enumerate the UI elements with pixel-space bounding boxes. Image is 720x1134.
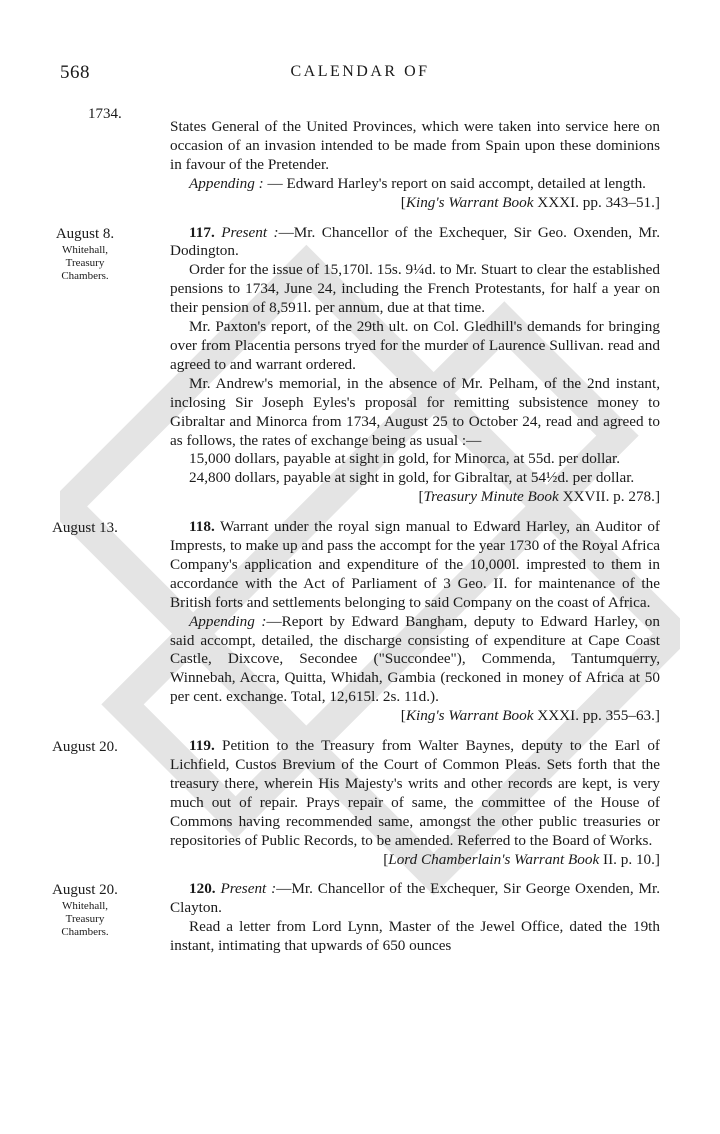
entry-118 [0, 518, 720, 726]
entry-117 [0, 224, 720, 508]
appending-paragraph [170, 174, 660, 211]
entry-text [170, 224, 660, 508]
page-body [0, 104, 720, 956]
entry-date: August 20. [52, 882, 118, 899]
entry-place-line: Chambers. [61, 269, 109, 282]
entry-text [170, 104, 660, 213]
entry-text [170, 737, 660, 869]
entry-number: 120. [189, 880, 216, 898]
entry-place-line: Whitehall, [61, 243, 109, 256]
entry-date: August 8. [55, 225, 115, 242]
appending-text: — Edward Harley's report on said accompt, detailed at length. [263, 174, 646, 192]
entry-text [170, 518, 660, 726]
source-reference: [King's Warrant Book XXXI. pp. 355–63.] [400, 707, 660, 725]
entry-place-line: Whitehall, [61, 900, 109, 913]
entry-number: 119. [189, 737, 215, 755]
entry-paragraph: Mr. Andrew's memorial, in the absence of Mr. Pelham, of the 2nd instant, inclosing Sir Joseph Eyles's proposal for remitting subsistence money to Gibraltar and Minorca from 1734, August 25 to October 24, read and agreed to as follows, the rates of exchange being as usual :— [170, 374, 660, 449]
year-marker: 1734. [88, 106, 122, 122]
entry-paragraph: Petition to the Treasury from Walter Baynes, deputy to the Earl of Lichfield, Custos Brevium of the Court of Common Pleas. Sets forth that the treasury there, wherein His Majesty's writs and other records are kept, is very much out of repair. Prays repair of same, the committee of the House of Commons having recommended same, amongst the other public treasuries or repositories of Public Records, to be amended. Referred to the Board of Works. [170, 737, 660, 849]
continuation-entry [0, 104, 720, 213]
source-reference: [Lord Chamberlain's Warrant Book II. p. 10.] [383, 850, 660, 868]
present-label: Present : [221, 223, 279, 241]
present-text: —Mr. Chancellor of the Exchequer, Sir George Oxenden, Mr. Clayton. [170, 880, 660, 917]
appending-label: Appending : [189, 174, 264, 192]
entry-paragraph: Warrant under the royal sign manual to Edward Harley, an Auditor of Imprests, to make up and pass the accompt for the year 1730 of the Royal Africa Company's application and expenditure of the 10,000l. imprested to them in accordance with the Act of Parliament of 3 Geo. II. for maintenance of the British forts and settlements belonging to said Company on the coast of Africa. [170, 518, 660, 611]
margin-year [0, 104, 170, 124]
entry-place-line: Treasury [65, 913, 105, 926]
entry-paragraph: Order for the issue of 15,170l. 15s. 9¼d. to Mr. Stuart to clear the established pensions to 1734, June 24, including the French Protestants, for half a year on their pension of 8,591l. per annum, due at that time. [170, 261, 660, 317]
list-item: 15,000 dollars, payable at sight in gold, for Minorca, at 55d. per dollar. [189, 450, 621, 468]
appending-paragraph [170, 613, 660, 708]
page-header [0, 62, 720, 86]
entry-120 [0, 880, 720, 956]
source-reference: [King's Warrant Book XXXI. pp. 343–51.] [400, 193, 660, 211]
continuation-paragraph: States General of the United Provinces, which were taken into service here on occasion of an invasion intended to be made from Spain upon these dominions in favour of the Pretender. [170, 118, 660, 173]
page-number: 568 [60, 62, 90, 83]
entry-paragraph: Mr. Paxton's report, of the 29th ult. on Col. Gledhill's demands for bringing over from Placentia persons tryed for the murder of Laurence Sullivan. read and agreed to and warrant ordered. [170, 318, 660, 373]
running-head: CALENDAR OF [290, 63, 430, 80]
entry-date: August 20. [52, 739, 118, 756]
entry-margin [0, 737, 170, 757]
entry-number: 118. [189, 518, 215, 536]
list-item: 24,800 dollars, payable at sight in gold, for Gibraltar, at 54½d. per dollar. [Treasury Minute Book XXVII. p. 278.] [189, 469, 660, 506]
entry-119 [0, 737, 720, 869]
entry-margin [0, 518, 170, 538]
entry-place-line: Treasury [65, 256, 105, 269]
entry-paragraph: Read a letter from Lord Lynn, Master of the Jewel Office, dated the 19th instant, intimating that upwards of 650 ounces [170, 918, 660, 955]
appending-text: —Report by Edward Bangham, deputy to Edward Harley, on said accompt, detailed, the discharge consisting of expenditure at Cape Coast Castle, Dixcove, Secondee ("Succondee"), Commenda, Tantumquerry, Winnebah, Accra, Quitta, Whidah, Gambia (reckoned in money of Africa at 50 per cent. exchange. Total, 12,615l. 2s. 11d.). [170, 612, 660, 706]
appending-label: Appending : [189, 612, 267, 630]
present-text: —Mr. Chancellor of the Exchequer, Sir Geo. Oxenden, Mr. Dodington. [170, 223, 660, 260]
entry-place-line: Chambers. [61, 926, 109, 939]
entry-margin [0, 880, 170, 939]
source-reference: [Treasury Minute Book XXVII. p. 278.] [418, 488, 660, 506]
entry-date: August 13. [52, 520, 118, 537]
entry-text [170, 880, 660, 956]
entry-number: 117. [189, 223, 215, 241]
entry-margin [0, 224, 170, 283]
present-label: Present : [220, 880, 277, 898]
